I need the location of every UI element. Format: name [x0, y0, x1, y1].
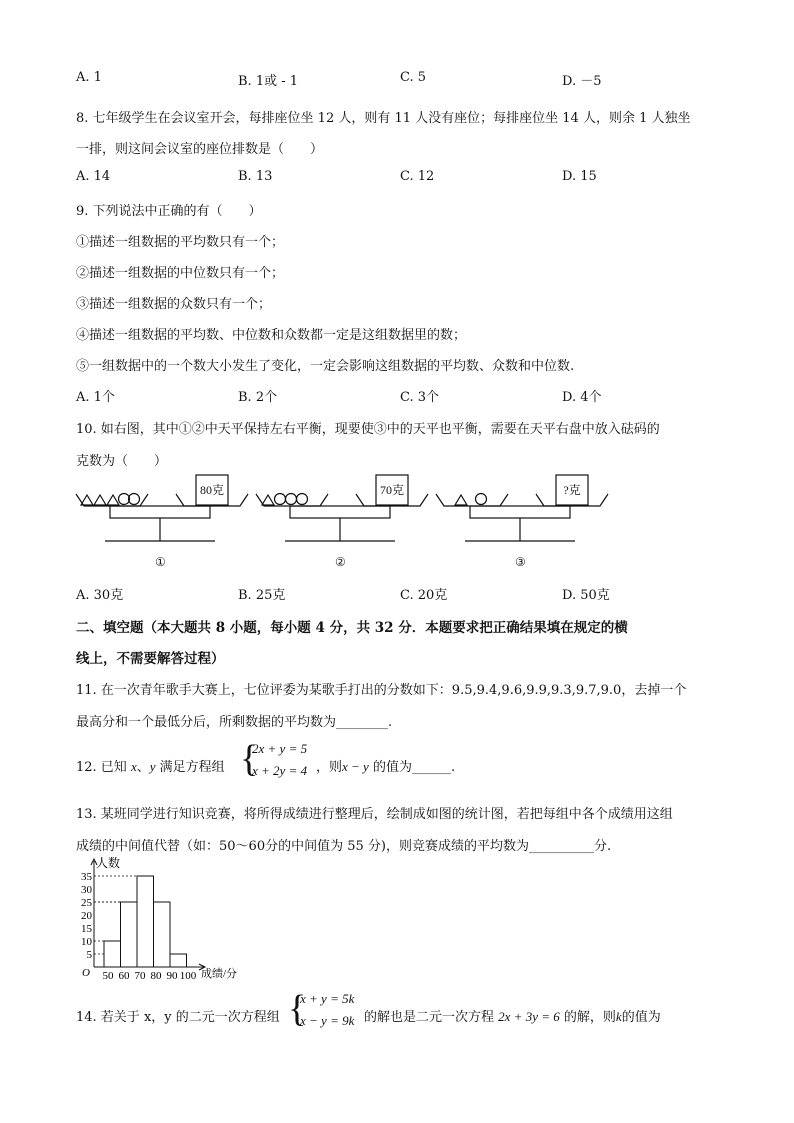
q8-stem-line1: 8. 七年级学生在会议室开会，每排座位坐 12 人，则有 11 人没有座位；每排座位坐 14 人，则余 1 人独坐	[76, 111, 691, 126]
brace-icon: {	[288, 988, 307, 1030]
section2-heading-line1: 二、填空题（本大题共 8 小题，每小题 4 分，共 32 分．本题要求把正确结果填在规定的横	[76, 620, 628, 636]
q7-option-d: D. －5	[562, 74, 602, 89]
histogram-bar	[137, 876, 154, 967]
q8-option-b: B. 13	[238, 169, 273, 184]
y-tick-label: 30	[81, 884, 92, 896]
histogram-bar	[170, 954, 187, 967]
scale-3-beam	[470, 506, 570, 518]
scale-2-triangle	[262, 495, 274, 505]
origin-label: O	[82, 967, 90, 979]
q12-expr: x − y	[342, 759, 369, 774]
q12-stem	[76, 756, 225, 775]
x-axis-label: 成绩/分	[201, 968, 238, 980]
section2-heading-line2: 线上，不需要解答过程）	[76, 651, 225, 667]
histogram-bar	[154, 902, 171, 967]
y-tick-label: 35	[81, 871, 92, 883]
scale-1-number: ①	[155, 555, 166, 569]
scale-2-circle	[275, 494, 286, 505]
y-tick-label: 20	[81, 910, 92, 922]
scale-1-triangle	[107, 495, 119, 505]
q9-option-b: B. 2个	[238, 390, 278, 405]
q10-option-a: A. 30克	[76, 588, 124, 603]
scale-2-beam	[290, 506, 390, 518]
q7-option-a: A. 1	[76, 70, 102, 85]
q12-sep: 、	[136, 760, 150, 775]
q14-var-k: k	[615, 1009, 622, 1024]
scale-1-triangle	[94, 495, 106, 505]
q7-option-b: B. 1或 - 1	[238, 74, 299, 89]
y-tick-label: 10	[81, 936, 92, 948]
q12-var-y: y	[149, 759, 156, 774]
q9-item-5: ⑤一组数据中的一个数大小发生了变化，一定会影响这组数据的平均数、众数和中位数.	[76, 359, 575, 374]
scale-3-weight-label: ?克	[563, 483, 581, 497]
scale-1-circle	[119, 494, 130, 505]
scale-3-number: ③	[515, 555, 526, 569]
histogram-bar	[104, 941, 121, 967]
x-tick-label: 50	[102, 970, 114, 982]
q8-option-a: A. 14	[76, 169, 111, 184]
y-tick-label: 15	[81, 923, 92, 935]
q14-prefix: 14. 若关于 x，y 的二元一次方程组	[76, 1010, 280, 1025]
scale-2-circle	[286, 494, 297, 505]
x-tick-label: 100	[179, 970, 197, 982]
x-tick-label: 70	[134, 970, 146, 982]
q12-eq1: 2x + y = 5	[252, 741, 308, 756]
x-tick-label: 80	[150, 970, 162, 982]
scale-2-circle	[297, 494, 308, 505]
q8-option-d: D. 15	[562, 169, 597, 184]
q10-option-d: D. 50克	[562, 588, 610, 603]
q12-middle: 满足方程组	[155, 760, 225, 775]
y-tick-label: 5	[86, 949, 92, 961]
y-axis-label: 人数	[96, 856, 121, 870]
q10-stem-line2: 克数为（ ）	[76, 454, 168, 469]
q13-stem-line2: 成绩的中间值代替（如：50～60分的中间值为 55 分)，则竞赛成绩的平均数为__________分.	[76, 839, 612, 854]
q9-item-4: ④描述一组数据的平均数、中位数和众数都一定是这组数据里的数；	[76, 328, 467, 343]
q14-suffix-b: 的值为	[621, 1010, 661, 1025]
scale-3-triangle	[455, 495, 467, 505]
q8-stem-line2: 一排，则这间会议室的座位排数是（ ）	[76, 142, 324, 157]
y-tick-label: 25	[81, 897, 92, 909]
q9-item-1: ①描述一组数据的平均数只有一个；	[76, 235, 285, 250]
q9-option-a: A. 1个	[76, 390, 115, 405]
q14-middle: 的解也是二元一次方程	[364, 1010, 495, 1025]
q12-tail	[316, 756, 455, 775]
brace-icon: {	[240, 738, 259, 780]
q12-eq2: x + 2y = 4	[252, 763, 308, 778]
scale-3-left-pan	[436, 494, 508, 506]
q13-stem-line1: 13. 某班同学进行知识竞赛，将所得成绩进行整理后，绘制成如图的统计图，若把每组中各个成绩用这组	[76, 807, 673, 822]
q10-option-b: B. 25克	[238, 588, 286, 603]
q12-var-x: x	[130, 759, 137, 774]
q10-stem-line1: 10. 如右图，其中①②中天平保持左右平衡，现要使③中的天平也平衡，需要在天平右盘中放入砝码的	[76, 422, 660, 437]
score-histogram	[70, 855, 270, 985]
q14-eq3: 2x + 3y = 6	[498, 1009, 560, 1024]
q11-stem-line2: 最高分和一个最低分后，所剩数据的平均数为________.	[76, 715, 393, 730]
histogram-bar	[121, 902, 138, 967]
q14-equation-system	[288, 988, 368, 1038]
q10-option-c: C. 20克	[400, 588, 448, 603]
q9-option-d: D. 4个	[562, 390, 602, 405]
q14-suffix-a: 的解，则	[563, 1010, 616, 1025]
q14-eq2: x − y = 9k	[300, 1013, 355, 1028]
q12-suffix: 的值为______.	[368, 760, 456, 775]
scale-1-beam	[110, 506, 210, 518]
scale-1-circle	[129, 494, 140, 505]
q14-eq1: x + y = 5k	[300, 991, 355, 1006]
q8-option-c: C. 12	[400, 169, 435, 184]
q9-item-3: ③描述一组数据的众数只有一个；	[76, 297, 272, 312]
q9-item-2: ②描述一组数据的中位数只有一个；	[76, 266, 285, 281]
x-tick-label: 60	[118, 970, 130, 982]
scale-1-weight-label: 80克	[199, 483, 225, 497]
scale-2-number: ②	[335, 555, 346, 569]
x-tick-label: 90	[166, 970, 178, 982]
q12-after: ，则	[316, 760, 343, 775]
q9-option-c: C. 3个	[400, 390, 440, 405]
q11-stem-line1: 11. 在一次青年歌手大赛上，七位评委为某歌手打出的分数如下：9.5,9.4,9.6,9.9,9.3,9.7,9.0，去掉一个	[76, 683, 687, 698]
q9-stem: 9. 下列说法中正确的有（ ）	[76, 204, 262, 219]
q12-equation-system	[240, 738, 320, 788]
q14-tail	[364, 1006, 661, 1025]
scale-2-weight-label: 70克	[379, 483, 405, 497]
scale-3-circle	[476, 494, 487, 505]
q12-prefix: 12. 已知	[76, 760, 127, 775]
q7-option-c: C. 5	[400, 70, 427, 85]
